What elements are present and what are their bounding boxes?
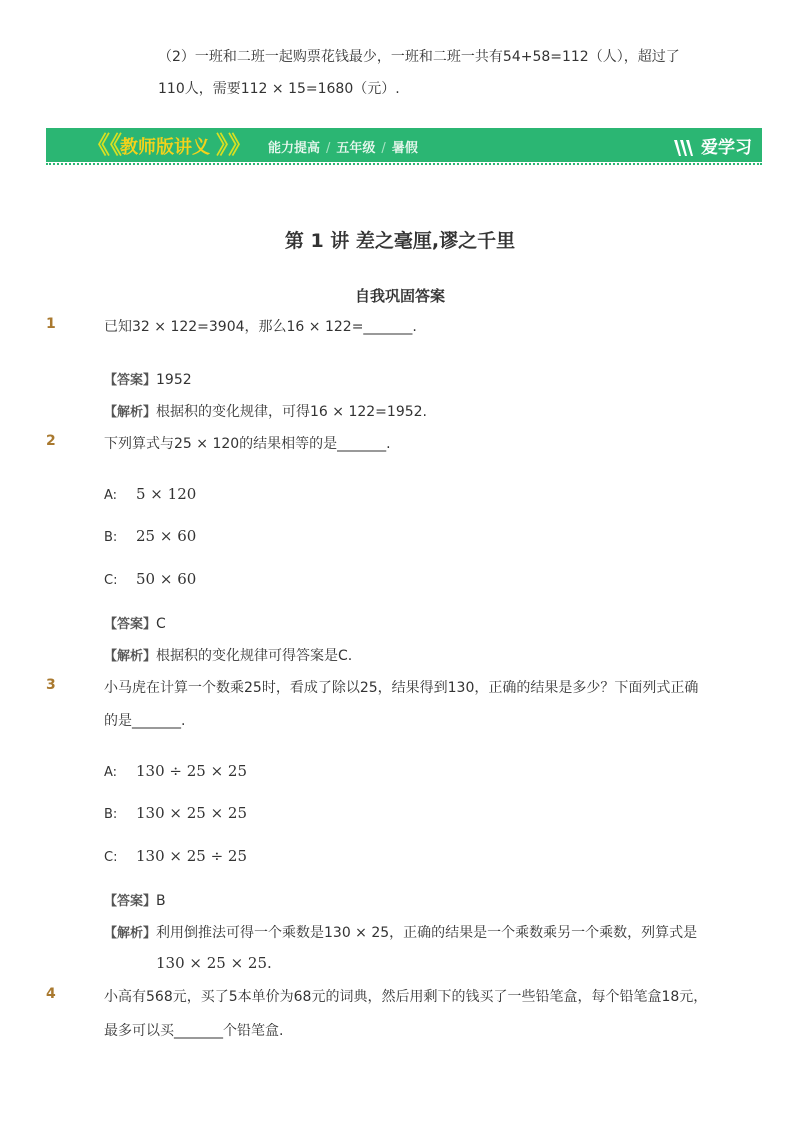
- question-number: 1: [46, 316, 56, 332]
- option-expression: 130 × 25 × 25: [136, 804, 248, 822]
- option-c: [104, 847, 247, 865]
- breadcrumb-item: 能力提高: [268, 141, 321, 156]
- analysis-text-line-2: 130 × 25 × 25.: [156, 954, 272, 972]
- left-chevrons-icon: 《《: [86, 131, 122, 159]
- answer-tag: 【答案】: [104, 373, 157, 388]
- answer-line: [104, 890, 166, 909]
- answer-value: B: [156, 893, 166, 909]
- lecture-banner: [46, 128, 762, 162]
- answer-tag: 【答案】: [104, 894, 157, 909]
- question-text-line-1: 小高有568元，买了5本单价为68元的词典，然后用剩下的钱买了一些铅笔盒，每个铅笔盒18元，: [104, 989, 708, 1005]
- option-expression: 25 × 60: [136, 527, 197, 545]
- right-chevrons-icon: 》》: [216, 131, 252, 159]
- question-number: 4: [46, 986, 56, 1002]
- option-label: B:: [104, 530, 118, 545]
- lecture-title: 第 1 讲 差之毫厘,谬之千里: [284, 230, 516, 252]
- answer-line: [104, 369, 192, 388]
- breadcrumb-item: 暑假: [391, 141, 418, 156]
- analysis-tag: 【解析】: [104, 405, 157, 420]
- banner-divider: [46, 163, 762, 165]
- question-number: 3: [46, 677, 56, 693]
- banner-title: 教师版讲义: [120, 137, 210, 158]
- breadcrumb-separator: /: [326, 141, 331, 156]
- analysis-text: 根据积的变化规律，可得16 × 122=1952.: [156, 404, 427, 420]
- analysis-line: [104, 922, 697, 942]
- section-title: 自我巩固答案: [354, 287, 445, 305]
- analysis-tag: 【解析】: [104, 649, 157, 664]
- analysis-text: 根据积的变化规律可得答案是C.: [156, 648, 353, 664]
- question-text: 已知32 × 122=3904，那么16 × 122=_______.: [104, 319, 417, 335]
- option-a: [104, 485, 196, 503]
- brand-logo-text: 爱学习: [701, 138, 752, 158]
- answer-value: 1952: [156, 372, 192, 388]
- analysis-line: [104, 401, 427, 421]
- analysis-line: [104, 645, 352, 665]
- question-text-line-2: 最多可以买_______个铅笔盒.: [104, 1023, 284, 1039]
- option-label: C:: [104, 850, 118, 865]
- analysis-text-line-1: 利用倒推法可得一个乘数是130 × 25，正确的结果是一个乘数乘另一个乘数，列算式是: [156, 925, 698, 941]
- option-label: B:: [104, 807, 118, 822]
- option-expression: 130 × 25 ÷ 25: [136, 847, 248, 865]
- option-label: A:: [104, 488, 118, 503]
- option-c: [104, 570, 196, 588]
- analysis-tag: 【解析】: [104, 926, 157, 941]
- option-expression: 50 × 60: [136, 570, 197, 588]
- breadcrumb-separator: /: [381, 141, 386, 156]
- brand-mark-icon: [673, 138, 697, 158]
- question-text-line-2: 的是_______.: [104, 713, 186, 729]
- option-b: [104, 804, 247, 822]
- option-label: A:: [104, 765, 118, 780]
- solution-line-2: 110人，需要112 × 15=1680（元）.: [158, 81, 400, 97]
- breadcrumb: [268, 137, 418, 156]
- brand-logo: [673, 133, 752, 158]
- option-expression: 130 ÷ 25 × 25: [136, 762, 248, 780]
- question-text: 下列算式与25 × 120的结果相等的是_______.: [104, 436, 391, 452]
- option-b: [104, 527, 196, 545]
- breadcrumb-item: 五年级: [336, 141, 376, 156]
- question-text-line-1: 小马虎在计算一个数乘25时，看成了除以25，结果得到130，正确的结果是多少？下面列式正确: [104, 680, 699, 696]
- option-expression: 5 × 120: [136, 485, 197, 503]
- answer-line: [104, 613, 166, 632]
- option-a: [104, 762, 247, 780]
- option-label: C:: [104, 573, 118, 588]
- answer-tag: 【答案】: [104, 617, 157, 632]
- solution-line-1: （2）一班和二班一起购票花钱最少，一班和二班一共有54+58=112（人），超过了: [158, 49, 680, 65]
- answer-value: C: [156, 616, 166, 632]
- question-number: 2: [46, 433, 56, 449]
